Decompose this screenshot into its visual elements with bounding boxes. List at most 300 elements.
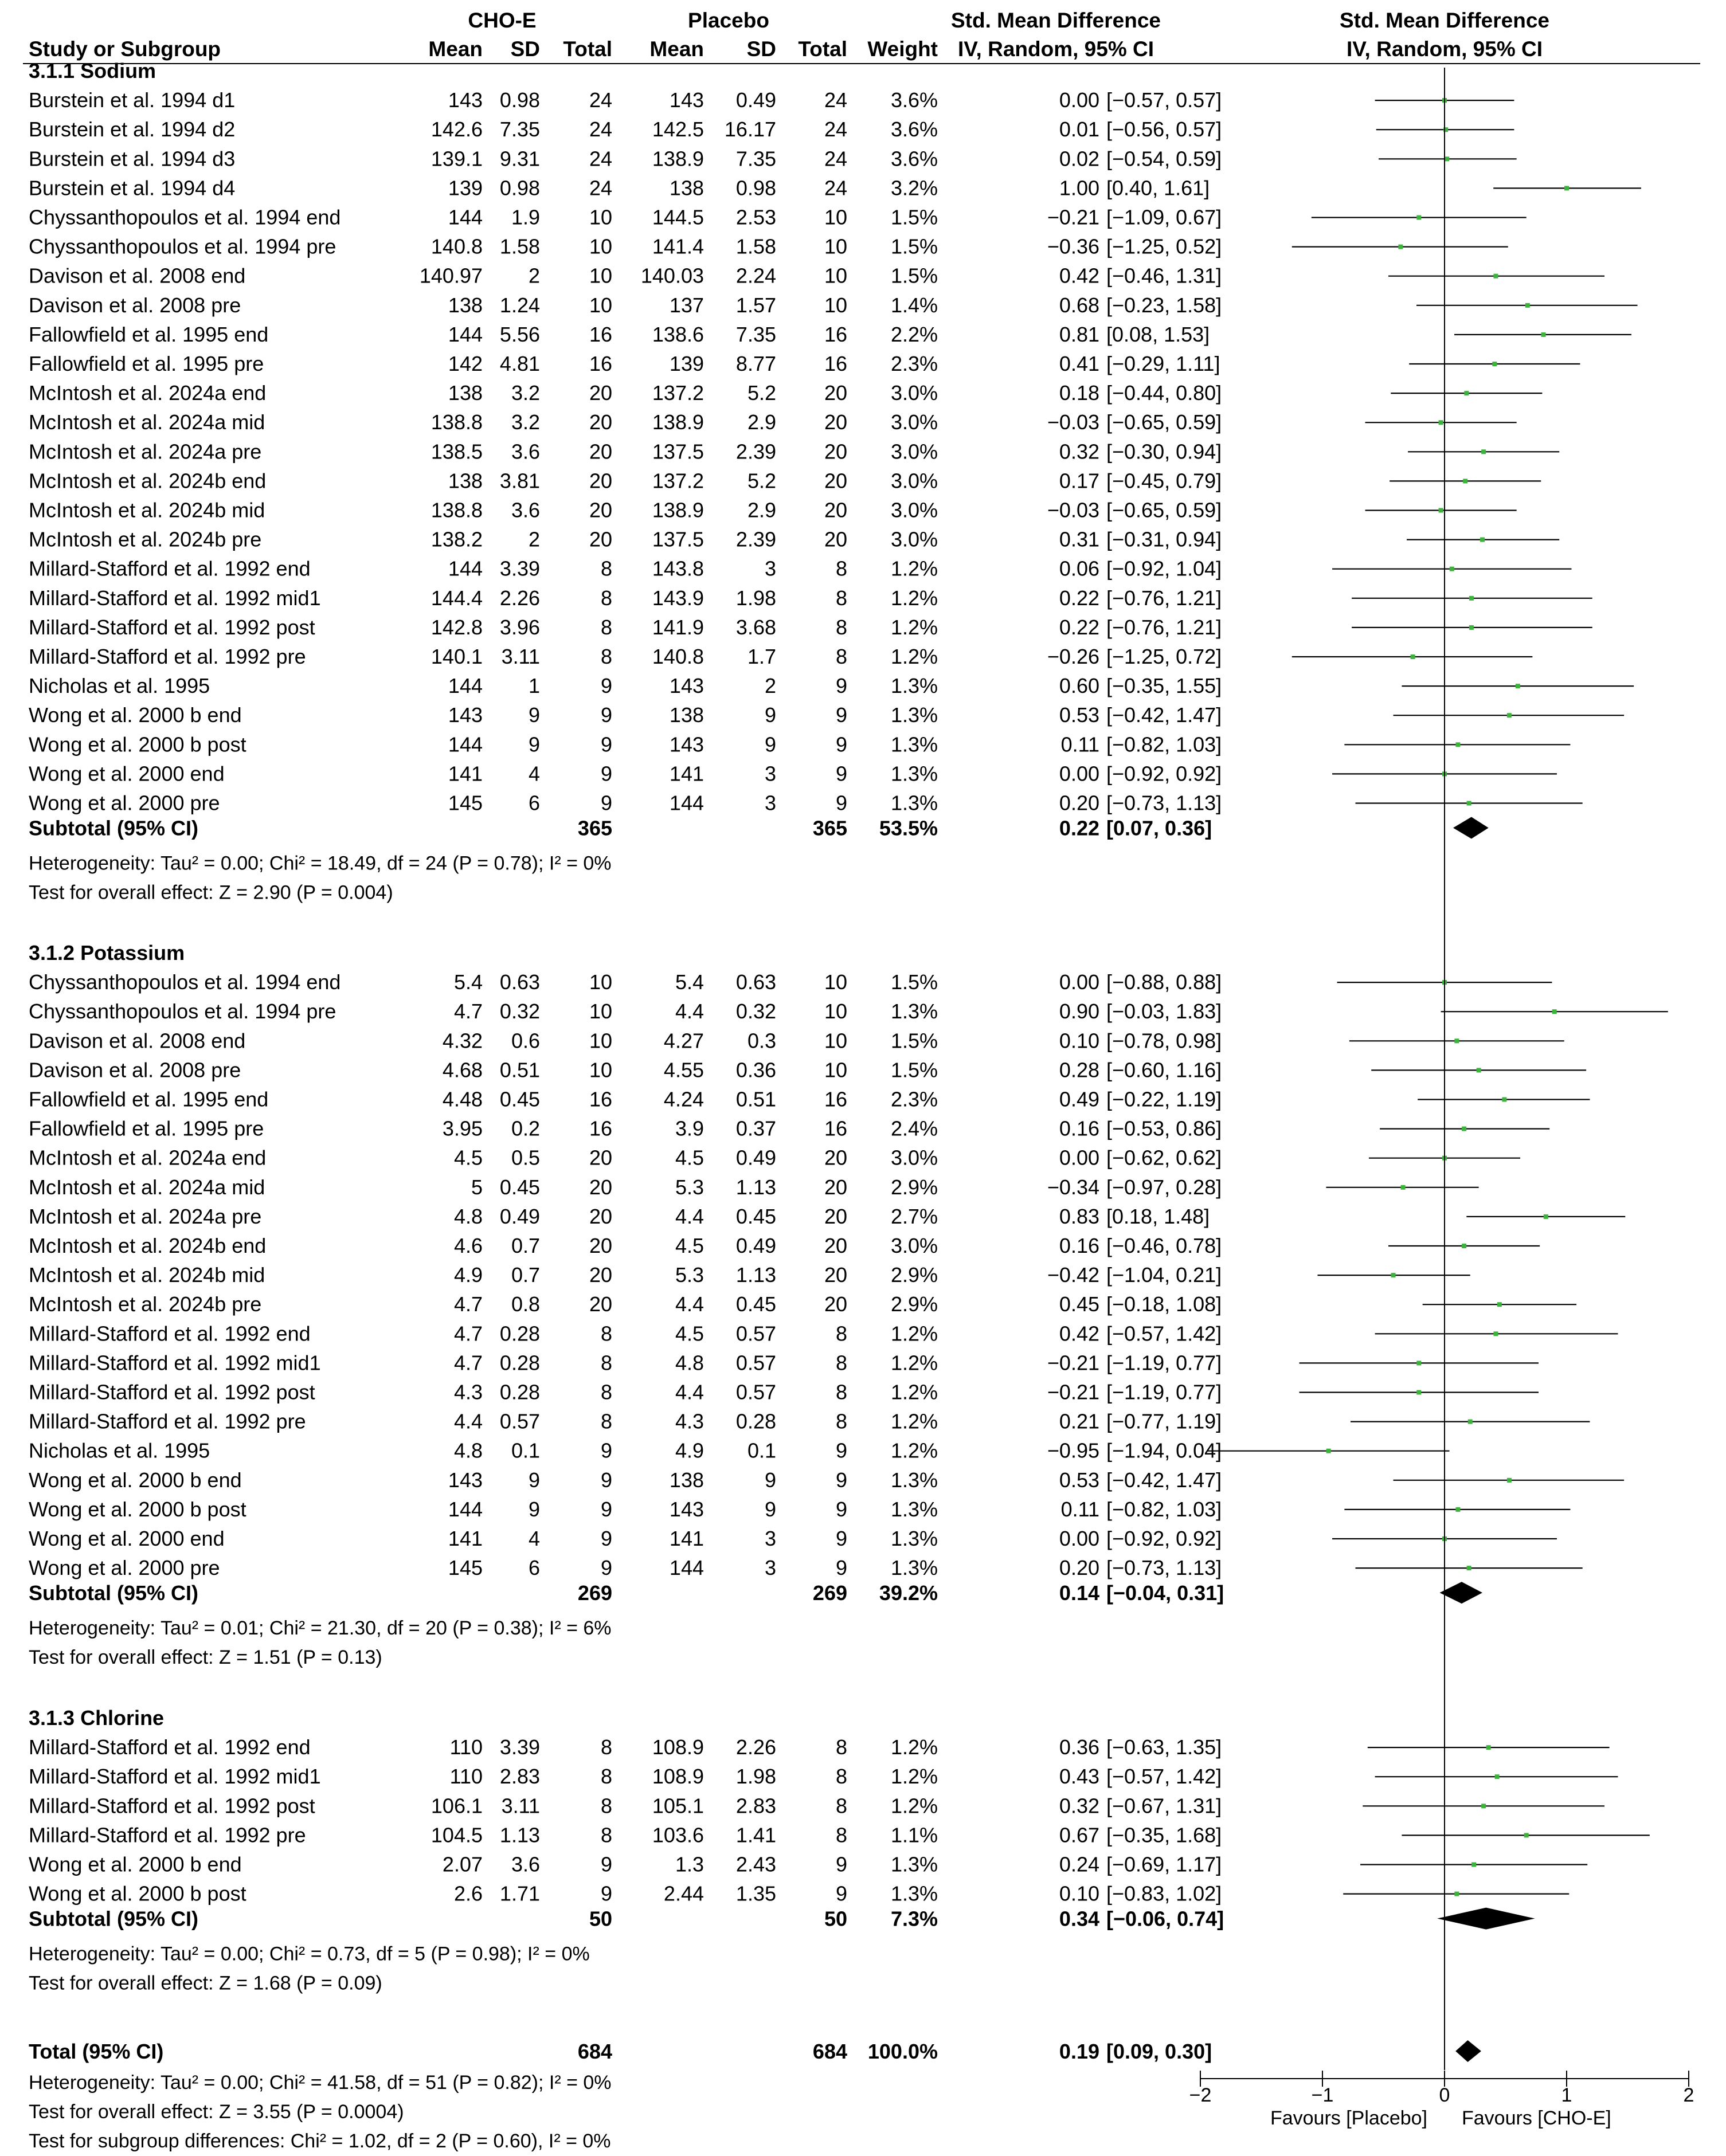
- placebo-mean: 108.9: [652, 1765, 704, 1789]
- effect-ci: 0.49 [−0.22, 1.19]: [1059, 1087, 1222, 1111]
- placebo-sd: 3: [764, 1556, 776, 1580]
- placebo-sd: 5.2: [747, 381, 776, 405]
- placebo-sd: 0.37: [735, 1116, 776, 1140]
- cho-total: 9: [600, 1497, 612, 1521]
- placebo-sd: 3.68: [735, 615, 776, 639]
- placebo-sd: 0.36: [735, 1058, 776, 1082]
- placebo-sd: 0.57: [735, 1351, 776, 1375]
- effect-ci: 0.11 [−0.82, 1.03]: [1060, 732, 1222, 756]
- placebo-sd: 3: [764, 556, 776, 581]
- cho-mean: 110: [449, 1735, 483, 1759]
- point-estimate: [1507, 713, 1512, 718]
- placebo-mean: 140.03: [640, 264, 704, 288]
- placebo-sd: 2.43: [735, 1852, 776, 1876]
- placebo-sd: 0.63: [735, 970, 776, 994]
- cho-sd: 0.98: [499, 176, 540, 200]
- cho-total: 8: [600, 1380, 612, 1404]
- point-estimate: [1450, 567, 1454, 571]
- overall-effect-note: Test for overall effect: Z = 1.51 (P = 0.13): [29, 1647, 382, 1669]
- effect-ci: −0.26 [−1.25, 0.72]: [1047, 645, 1222, 668]
- cho-total: 8: [600, 556, 612, 581]
- x-tick-label: 0: [1439, 2084, 1450, 2106]
- point-estimate: [1454, 1892, 1459, 1896]
- weight: 2.9%: [890, 1292, 938, 1316]
- placebo-mean: 4.5: [675, 1146, 704, 1170]
- weight: 1.3%: [890, 1556, 938, 1580]
- cho-sd: 3.11: [501, 645, 540, 668]
- placebo-mean: 137.2: [652, 381, 704, 405]
- cho-mean: 5: [471, 1175, 483, 1199]
- study-name: Wong et al. 2000 b end: [29, 703, 242, 727]
- placebo-total: 8: [835, 1322, 847, 1346]
- subgroup-heading: 3.1.1 Sodium: [29, 59, 156, 83]
- subtotal-diamond: [1437, 1908, 1535, 1930]
- effect-ci: 0.41 [−0.29, 1.11]: [1059, 352, 1220, 375]
- placebo-sd: 7.35: [735, 147, 776, 171]
- placebo-total: 9: [835, 1852, 847, 1876]
- placebo-mean: 139: [669, 352, 704, 375]
- effect-ci: 0.00 [−0.57, 0.57]: [1059, 88, 1222, 112]
- placebo-mean: 141.9: [652, 615, 704, 639]
- placebo-mean: 140.8: [652, 645, 704, 668]
- cho-mean: 4.3: [453, 1380, 483, 1404]
- cho-sd: 7.35: [499, 117, 540, 142]
- effect-ci: 0.10 [−0.83, 1.02]: [1059, 1881, 1222, 1906]
- placebo-total: 20: [824, 498, 847, 522]
- weight: 3.6%: [890, 117, 938, 142]
- placebo-total: 8: [835, 615, 847, 639]
- header-mean-1: Mean: [428, 37, 483, 61]
- total-placebo-total: 684: [812, 2040, 847, 2063]
- weight: 1.3%: [890, 674, 938, 698]
- weight: 1.2%: [890, 1351, 938, 1375]
- weight: 1.3%: [890, 1468, 938, 1492]
- cho-total: 20: [589, 440, 612, 464]
- weight: 1.3%: [890, 999, 938, 1024]
- study-name: McIntosh et al. 2024a mid: [29, 1175, 265, 1199]
- cho-total: 8: [600, 645, 612, 668]
- placebo-mean: 142.5: [652, 117, 704, 142]
- effect-ci: 0.17 [−0.45, 0.79]: [1059, 469, 1222, 493]
- point-estimate: [1455, 1507, 1460, 1512]
- cho-sd: 0.28: [499, 1380, 540, 1404]
- point-estimate: [1516, 684, 1520, 688]
- study-name: Millard-Stafford et al. 1992 mid1: [29, 1351, 321, 1375]
- placebo-mean: 143.8: [652, 556, 704, 581]
- weight: 1.2%: [890, 1794, 938, 1818]
- effect-ci: 0.00 [−0.92, 0.92]: [1059, 762, 1222, 786]
- cho-mean: 138.2: [430, 527, 483, 551]
- placebo-total: 8: [835, 645, 847, 668]
- cho-sd: 4.81: [499, 352, 540, 375]
- cho-mean: 144: [448, 205, 483, 229]
- point-estimate: [1401, 1185, 1406, 1190]
- point-estimate: [1492, 362, 1497, 366]
- weight: 2.2%: [890, 322, 938, 346]
- subtotal-label: Subtotal (95% CI): [29, 1581, 199, 1605]
- cho-total: 20: [589, 1292, 612, 1316]
- placebo-sd: 1.7: [747, 645, 776, 668]
- placebo-mean: 137.5: [652, 440, 704, 464]
- total-label: Total (95% CI): [29, 2040, 164, 2063]
- study-name: Fallowfield et al. 1995 end: [29, 322, 269, 346]
- placebo-sd: 2.9: [747, 410, 776, 434]
- point-estimate: [1468, 1420, 1473, 1424]
- effect-ci: −0.03 [−0.65, 0.59]: [1047, 410, 1222, 434]
- placebo-total: 24: [824, 117, 847, 142]
- study-name: Davison et al. 2008 pre: [29, 293, 241, 317]
- cho-sd: 0.28: [499, 1351, 540, 1375]
- placebo-sd: 9: [764, 1468, 776, 1492]
- placebo-total: 24: [824, 147, 847, 171]
- study-name: McIntosh et al. 2024a mid: [29, 410, 265, 434]
- weight: 1.5%: [890, 264, 938, 288]
- study-name: McIntosh et al. 2024a end: [29, 1146, 267, 1170]
- forest-rows: [29, 59, 1224, 2152]
- effect-ci: −0.03 [−0.65, 0.59]: [1047, 498, 1222, 522]
- placebo-total: 10: [824, 1029, 847, 1053]
- cho-total: 20: [589, 1146, 612, 1170]
- subtotal-weight: 39.2%: [879, 1581, 938, 1605]
- placebo-total: 20: [824, 1204, 847, 1228]
- study-name: Davison et al. 2008 pre: [29, 1058, 241, 1082]
- cho-total: 24: [589, 88, 612, 112]
- study-name: Nicholas et al. 1995: [29, 1438, 210, 1463]
- cho-mean: 2.6: [453, 1881, 483, 1906]
- effect-ci: 0.42 [−0.46, 1.31]: [1059, 264, 1222, 288]
- placebo-sd: 0.45: [735, 1204, 776, 1228]
- point-estimate: [1544, 1214, 1548, 1219]
- point-estimate: [1495, 1774, 1500, 1779]
- placebo-sd: 3: [764, 762, 776, 786]
- placebo-sd: 9: [764, 703, 776, 727]
- cho-total: 9: [600, 762, 612, 786]
- cho-sd: 0.32: [499, 999, 540, 1024]
- placebo-total: 20: [824, 1234, 847, 1257]
- weight: 1.2%: [890, 1322, 938, 1346]
- favours-left-label: Favours [Placebo]: [1270, 2107, 1427, 2129]
- cho-total: 8: [600, 1409, 612, 1433]
- cho-sd: 3.11: [501, 1794, 540, 1818]
- study-name: Wong et al. 2000 b post: [29, 732, 246, 756]
- cho-mean: 138.8: [430, 498, 483, 522]
- cho-mean: 4.7: [453, 1351, 483, 1375]
- study-name: Millard-Stafford et al. 1992 mid1: [29, 1765, 321, 1789]
- cho-mean: 144.4: [430, 586, 483, 610]
- placebo-mean: 2.44: [663, 1881, 704, 1906]
- cho-total: 16: [589, 1087, 612, 1111]
- point-estimate: [1326, 1449, 1331, 1453]
- effect-ci: 0.32 [−0.30, 0.94]: [1059, 440, 1222, 464]
- study-name: Millard-Stafford et al. 1992 end: [29, 1735, 311, 1759]
- placebo-total: 20: [824, 1175, 847, 1199]
- placebo-mean: 3.9: [675, 1116, 704, 1140]
- placebo-total: 20: [824, 440, 847, 464]
- subtotal-weight: 53.5%: [879, 816, 938, 840]
- study-name: Wong et al. 2000 pre: [29, 1556, 220, 1580]
- placebo-total: 10: [824, 234, 847, 258]
- study-name: Millard-Stafford et al. 1992 pre: [29, 645, 306, 668]
- cho-mean: 4.68: [442, 1058, 483, 1082]
- cho-mean: 106.1: [430, 1794, 483, 1818]
- weight: 2.3%: [890, 352, 938, 375]
- cho-sd: 2.26: [499, 586, 540, 610]
- cho-total: 20: [589, 527, 612, 551]
- cho-sd: 1.58: [499, 234, 540, 258]
- cho-total: 20: [589, 1234, 612, 1257]
- point-estimate: [1445, 156, 1449, 161]
- placebo-total: 8: [835, 1351, 847, 1375]
- point-estimate: [1477, 1068, 1481, 1072]
- effect-ci: 0.16 [−0.53, 0.86]: [1059, 1116, 1222, 1140]
- placebo-total: 20: [824, 1292, 847, 1316]
- weight: 1.4%: [890, 293, 938, 317]
- cho-mean: 139.1: [430, 147, 483, 171]
- cho-mean: 3.95: [442, 1116, 483, 1140]
- placebo-mean: 141: [669, 762, 704, 786]
- point-estimate: [1463, 479, 1467, 483]
- subtotal-placebo-total: 365: [812, 816, 847, 840]
- placebo-sd: 2.39: [735, 527, 776, 551]
- weight: 3.0%: [890, 440, 938, 464]
- study-name: Burstein et al. 1994 d1: [29, 88, 236, 112]
- total-ci: 0.19 [0.09, 0.30]: [1059, 2040, 1212, 2063]
- point-estimate: [1552, 1009, 1557, 1014]
- placebo-sd: 9: [764, 1497, 776, 1521]
- cho-sd: 0.1: [511, 1438, 540, 1463]
- placebo-total: 16: [824, 1087, 847, 1111]
- cho-total: 8: [600, 615, 612, 639]
- subtotal-ci: 0.14 [−0.04, 0.31]: [1059, 1581, 1224, 1605]
- weight: 1.3%: [890, 1527, 938, 1550]
- point-estimate: [1564, 186, 1569, 190]
- study-name: Millard-Stafford et al. 1992 pre: [29, 1823, 306, 1847]
- effect-ci: 0.83 [0.18, 1.48]: [1059, 1204, 1210, 1228]
- cho-mean: 4.8: [453, 1204, 483, 1228]
- placebo-total: 9: [835, 1497, 847, 1521]
- placebo-sd: 1.58: [735, 234, 776, 258]
- total-weight: 100.0%: [867, 2040, 938, 2063]
- cho-sd: 0.49: [499, 1204, 540, 1228]
- subgroup-heading: 3.1.3 Chlorine: [29, 1706, 165, 1730]
- effect-ci: 0.53 [−0.42, 1.47]: [1059, 1468, 1222, 1492]
- cho-total: 10: [589, 205, 612, 229]
- weight: 1.3%: [890, 762, 938, 786]
- cho-mean: 144: [448, 1497, 483, 1521]
- weight: 1.2%: [890, 615, 938, 639]
- subtotal-diamond: [1439, 1582, 1482, 1604]
- effect-ci: 0.01 [−0.56, 0.57]: [1059, 117, 1222, 142]
- weight: 3.6%: [890, 147, 938, 171]
- placebo-mean: 143: [669, 674, 704, 698]
- cho-total: 20: [589, 410, 612, 434]
- study-name: Wong et al. 2000 b end: [29, 1468, 242, 1492]
- placebo-mean: 4.24: [663, 1087, 704, 1111]
- heterogeneity-note: Heterogeneity: Tau² = 0.00; Chi² = 0.73, df = 5 (P = 0.98); I² = 0%: [29, 1943, 590, 1965]
- placebo-total: 8: [835, 586, 847, 610]
- placebo-mean: 137.5: [652, 527, 704, 551]
- point-estimate: [1480, 538, 1485, 542]
- cho-total: 24: [589, 176, 612, 200]
- cho-total: 24: [589, 117, 612, 142]
- placebo-sd: 0.28: [735, 1409, 776, 1433]
- point-estimate: [1416, 215, 1421, 220]
- point-estimate: [1502, 1097, 1506, 1102]
- point-estimate: [1454, 1038, 1459, 1043]
- study-name: Fallowfield et al. 1995 end: [29, 1087, 269, 1111]
- point-estimate: [1471, 1863, 1476, 1867]
- cho-sd: 2: [528, 264, 540, 288]
- total-note: Test for subgroup differences: Chi² = 1.02, df = 2 (P = 0.60), I² = 0%: [29, 2130, 611, 2152]
- effect-ci: 0.00 [−0.88, 0.88]: [1059, 970, 1222, 994]
- cho-mean: 144: [448, 322, 483, 346]
- placebo-mean: 137.2: [652, 469, 704, 493]
- study-name: McIntosh et al. 2024a pre: [29, 440, 262, 464]
- study-name: Nicholas et al. 1995: [29, 674, 210, 698]
- point-estimate: [1524, 1833, 1529, 1837]
- header-sd-2: SD: [746, 37, 776, 61]
- effect-ci: 0.22 [−0.76, 1.21]: [1059, 615, 1222, 639]
- study-name: McIntosh et al. 2024b end: [29, 1234, 267, 1257]
- weight: 3.0%: [890, 1234, 938, 1257]
- placebo-total: 8: [835, 1409, 847, 1433]
- cho-sd: 9: [528, 1468, 540, 1492]
- placebo-sd: 0.98: [735, 176, 776, 200]
- study-name: Millard-Stafford et al. 1992 mid1: [29, 586, 321, 610]
- effect-ci: 0.45 [−0.18, 1.08]: [1059, 1292, 1222, 1316]
- effect-ci: 1.00 [0.40, 1.61]: [1059, 176, 1210, 200]
- cho-sd: 3.6: [511, 440, 540, 464]
- cho-mean: 143: [448, 88, 483, 112]
- study-name: Burstein et al. 1994 d3: [29, 147, 236, 171]
- placebo-total: 8: [835, 556, 847, 581]
- study-name: Burstein et al. 1994 d4: [29, 176, 236, 200]
- weight: 1.3%: [890, 1497, 938, 1521]
- weight: 3.0%: [890, 381, 938, 405]
- study-name: McIntosh et al. 2024a pre: [29, 1204, 262, 1228]
- weight: 3.0%: [890, 1146, 938, 1170]
- header-group1: CHO-E: [468, 9, 537, 32]
- placebo-mean: 5.3: [675, 1263, 704, 1287]
- placebo-total: 20: [824, 1146, 847, 1170]
- placebo-total: 20: [824, 410, 847, 434]
- placebo-mean: 138: [669, 703, 704, 727]
- subtotal-label: Subtotal (95% CI): [29, 816, 199, 840]
- placebo-sd: 2.39: [735, 440, 776, 464]
- weight: 3.0%: [890, 527, 938, 551]
- cho-total: 10: [589, 264, 612, 288]
- total-cho-total: 684: [577, 2040, 612, 2063]
- point-estimate: [1416, 1361, 1421, 1365]
- cho-sd: 1.24: [499, 293, 540, 317]
- placebo-mean: 138.6: [652, 322, 704, 346]
- study-name: Chyssanthopoulos et al. 1994 end: [29, 205, 341, 229]
- placebo-sd: 2.9: [747, 498, 776, 522]
- cho-sd: 0.57: [499, 1409, 540, 1433]
- placebo-sd: 8.77: [735, 352, 776, 375]
- effect-ci: 0.20 [−0.73, 1.13]: [1059, 1556, 1222, 1580]
- effect-ci: 0.42 [−0.57, 1.42]: [1059, 1322, 1222, 1346]
- point-estimate: [1497, 1302, 1502, 1307]
- weight: 1.5%: [890, 970, 938, 994]
- overall-effect-note: Test for overall effect: Z = 1.68 (P = 0.09): [29, 1972, 382, 1994]
- x-tick-label: 1: [1561, 2084, 1572, 2106]
- placebo-mean: 1.3: [675, 1852, 704, 1876]
- cho-sd: 0.6: [511, 1029, 540, 1053]
- cho-sd: 9: [528, 703, 540, 727]
- weight: 3.2%: [890, 176, 938, 200]
- cho-mean: 5.4: [453, 970, 483, 994]
- placebo-sd: 1.98: [735, 1765, 776, 1789]
- point-estimate: [1464, 391, 1469, 395]
- cho-sd: 0.7: [511, 1263, 540, 1287]
- point-estimate: [1411, 654, 1415, 659]
- weight: 2.3%: [890, 1087, 938, 1111]
- effect-ci: 0.90 [−0.03, 1.83]: [1059, 999, 1222, 1024]
- placebo-mean: 4.4: [675, 999, 704, 1024]
- placebo-mean: 138: [669, 176, 704, 200]
- weight: 1.3%: [890, 703, 938, 727]
- weight: 1.2%: [890, 1438, 938, 1463]
- point-estimate: [1439, 508, 1443, 513]
- subtotal-cho-total: 269: [577, 1581, 612, 1605]
- cho-sd: 0.5: [511, 1146, 540, 1170]
- total-note: Test for overall effect: Z = 3.55 (P = 0.0004): [29, 2101, 404, 2123]
- cho-total: 10: [589, 999, 612, 1024]
- x-tick-label: −2: [1189, 2084, 1212, 2106]
- heterogeneity-note: Heterogeneity: Tau² = 0.01; Chi² = 21.30, df = 20 (P = 0.38); I² = 6%: [29, 1617, 612, 1640]
- point-estimate: [1391, 1273, 1396, 1277]
- header-sd-1: SD: [510, 37, 540, 61]
- cho-sd: 0.63: [499, 970, 540, 994]
- study-name: Millard-Stafford et al. 1992 post: [29, 1380, 315, 1404]
- weight: 1.3%: [890, 791, 938, 815]
- placebo-mean: 4.3: [675, 1409, 704, 1433]
- subtotal-weight: 7.3%: [890, 1907, 938, 1931]
- weight: 1.2%: [890, 556, 938, 581]
- cho-total: 10: [589, 234, 612, 258]
- placebo-total: 8: [835, 1380, 847, 1404]
- placebo-mean: 105.1: [652, 1794, 704, 1818]
- placebo-total: 20: [824, 527, 847, 551]
- cho-mean: 4.6: [453, 1234, 483, 1257]
- cho-mean: 4.7: [453, 1322, 483, 1346]
- placebo-mean: 141.4: [652, 234, 704, 258]
- effect-ci: −0.36 [−1.25, 0.52]: [1047, 234, 1222, 258]
- placebo-mean: 5.4: [675, 970, 704, 994]
- cho-sd: 0.45: [499, 1087, 540, 1111]
- study-name: Wong et al. 2000 b end: [29, 1852, 242, 1876]
- cho-mean: 141: [448, 1527, 483, 1550]
- placebo-mean: 144: [669, 791, 704, 815]
- point-estimate: [1493, 274, 1498, 279]
- placebo-total: 9: [835, 703, 847, 727]
- effect-ci: 0.31 [−0.31, 0.94]: [1059, 527, 1222, 551]
- cho-total: 9: [600, 674, 612, 698]
- effect-ci: 0.36 [−0.63, 1.35]: [1059, 1735, 1222, 1759]
- subtotal-diamond: [1453, 817, 1489, 839]
- placebo-total: 10: [824, 293, 847, 317]
- cho-total: 9: [600, 1438, 612, 1463]
- cho-mean: 4.7: [453, 1292, 483, 1316]
- cho-total: 16: [589, 322, 612, 346]
- cho-total: 9: [600, 1852, 612, 1876]
- heterogeneity-note: Heterogeneity: Tau² = 0.00; Chi² = 18.49, df = 24 (P = 0.78); I² = 0%: [29, 852, 612, 875]
- cho-total: 20: [589, 469, 612, 493]
- cho-mean: 145: [448, 791, 483, 815]
- cho-sd: 1: [528, 674, 540, 698]
- subtotal-cho-total: 50: [589, 1907, 612, 1931]
